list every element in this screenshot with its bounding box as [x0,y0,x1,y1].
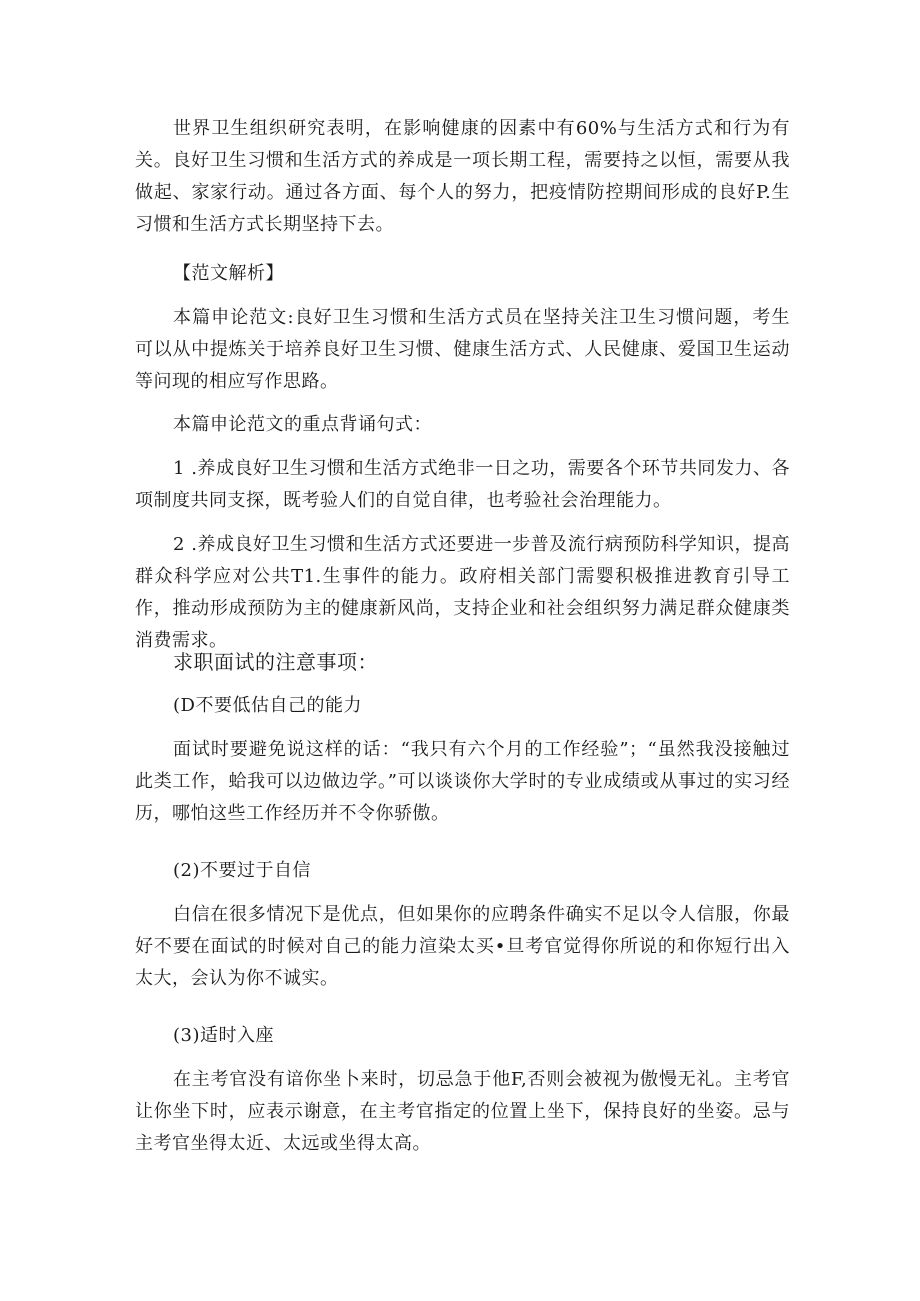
recite-item-1: 1 .养成良好卫生习惯和生活方式绝非一日之功，需要各个环节共同发力、各项制度共同支探，既考验人们的自觉自律，也考验社会治理能力。 [135,458,790,511]
recite-item-2: 2 .养成良好卫生习惯和生活方式还要进一步普及流行病预防科学知识，提高群众科学应对公共T1.生事件的能力。政府相关部门需婴积极推进教育引导工作，推动形成预防为主的健康新风尚，支持企业和社会组织努力满足群众健康类消费需求。 [135,534,790,651]
tip-1-body: 面试时要避免说这样的话：“我只有六个月的工作经验”；“虽然我没接触过此类工作，蛤我可以边做边学。”可以谈谈你大学时的专业成绩或从事过的实习经历，哪怕这些工作经历并不令你骄傲。 [135,739,790,824]
tip-2-heading: (2)不要过于自信 [173,860,311,881]
analysis-heading: 【范文解析】 [173,263,284,284]
tip-1-heading: (D不要低估自己的能力 [173,695,362,716]
tip-3-heading: (3)适时入座 [173,1025,274,1046]
intro-paragraph: 世界卫生组织研究表明，在影响健康的因素中有60%与生活方式和行为有关。良好卫生习惯和生活方式的养成是一项长期工程，需要持之以恒，需要从我做起、家家行动。通过各方面、每个人的努力，把疫情防控期间形成的良好P.生习惯和生活方式长期坚持下去。 [135,118,790,235]
analysis-paragraph: 本篇申论范文:良好卫生习惯和生活方式员在坚持关注卫生习惯问题，考生可以从中提炼关于培养良好卫生习惯、健康生活方式、人民健康、爱国卫生运动等问现的相应写作思路。 [135,307,790,392]
interview-section-title: 求职面试的注意事项： [173,650,378,674]
tip-3-body: 在主考官没有谙你坐卜来时，切忌急于他F,否则会被视为傲慢无礼。主考官让你坐下时，应表示谢意，在主考官指定的位置上坐下，保持良好的坐姿。忌与主考官坐得太近、太远或坐得太高。 [135,1069,790,1154]
recite-heading: 本篇申论范文的重点背诵句式： [173,414,432,435]
tip-2-body: 白信在很多情况下是优点，但如果你的应聘条件确实不足以令人信服，你最好不要在面试的时候对自己的能力渲染太买•旦考官觉得你所说的和你短行出入太大，会认为你不诚实。 [135,904,790,989]
